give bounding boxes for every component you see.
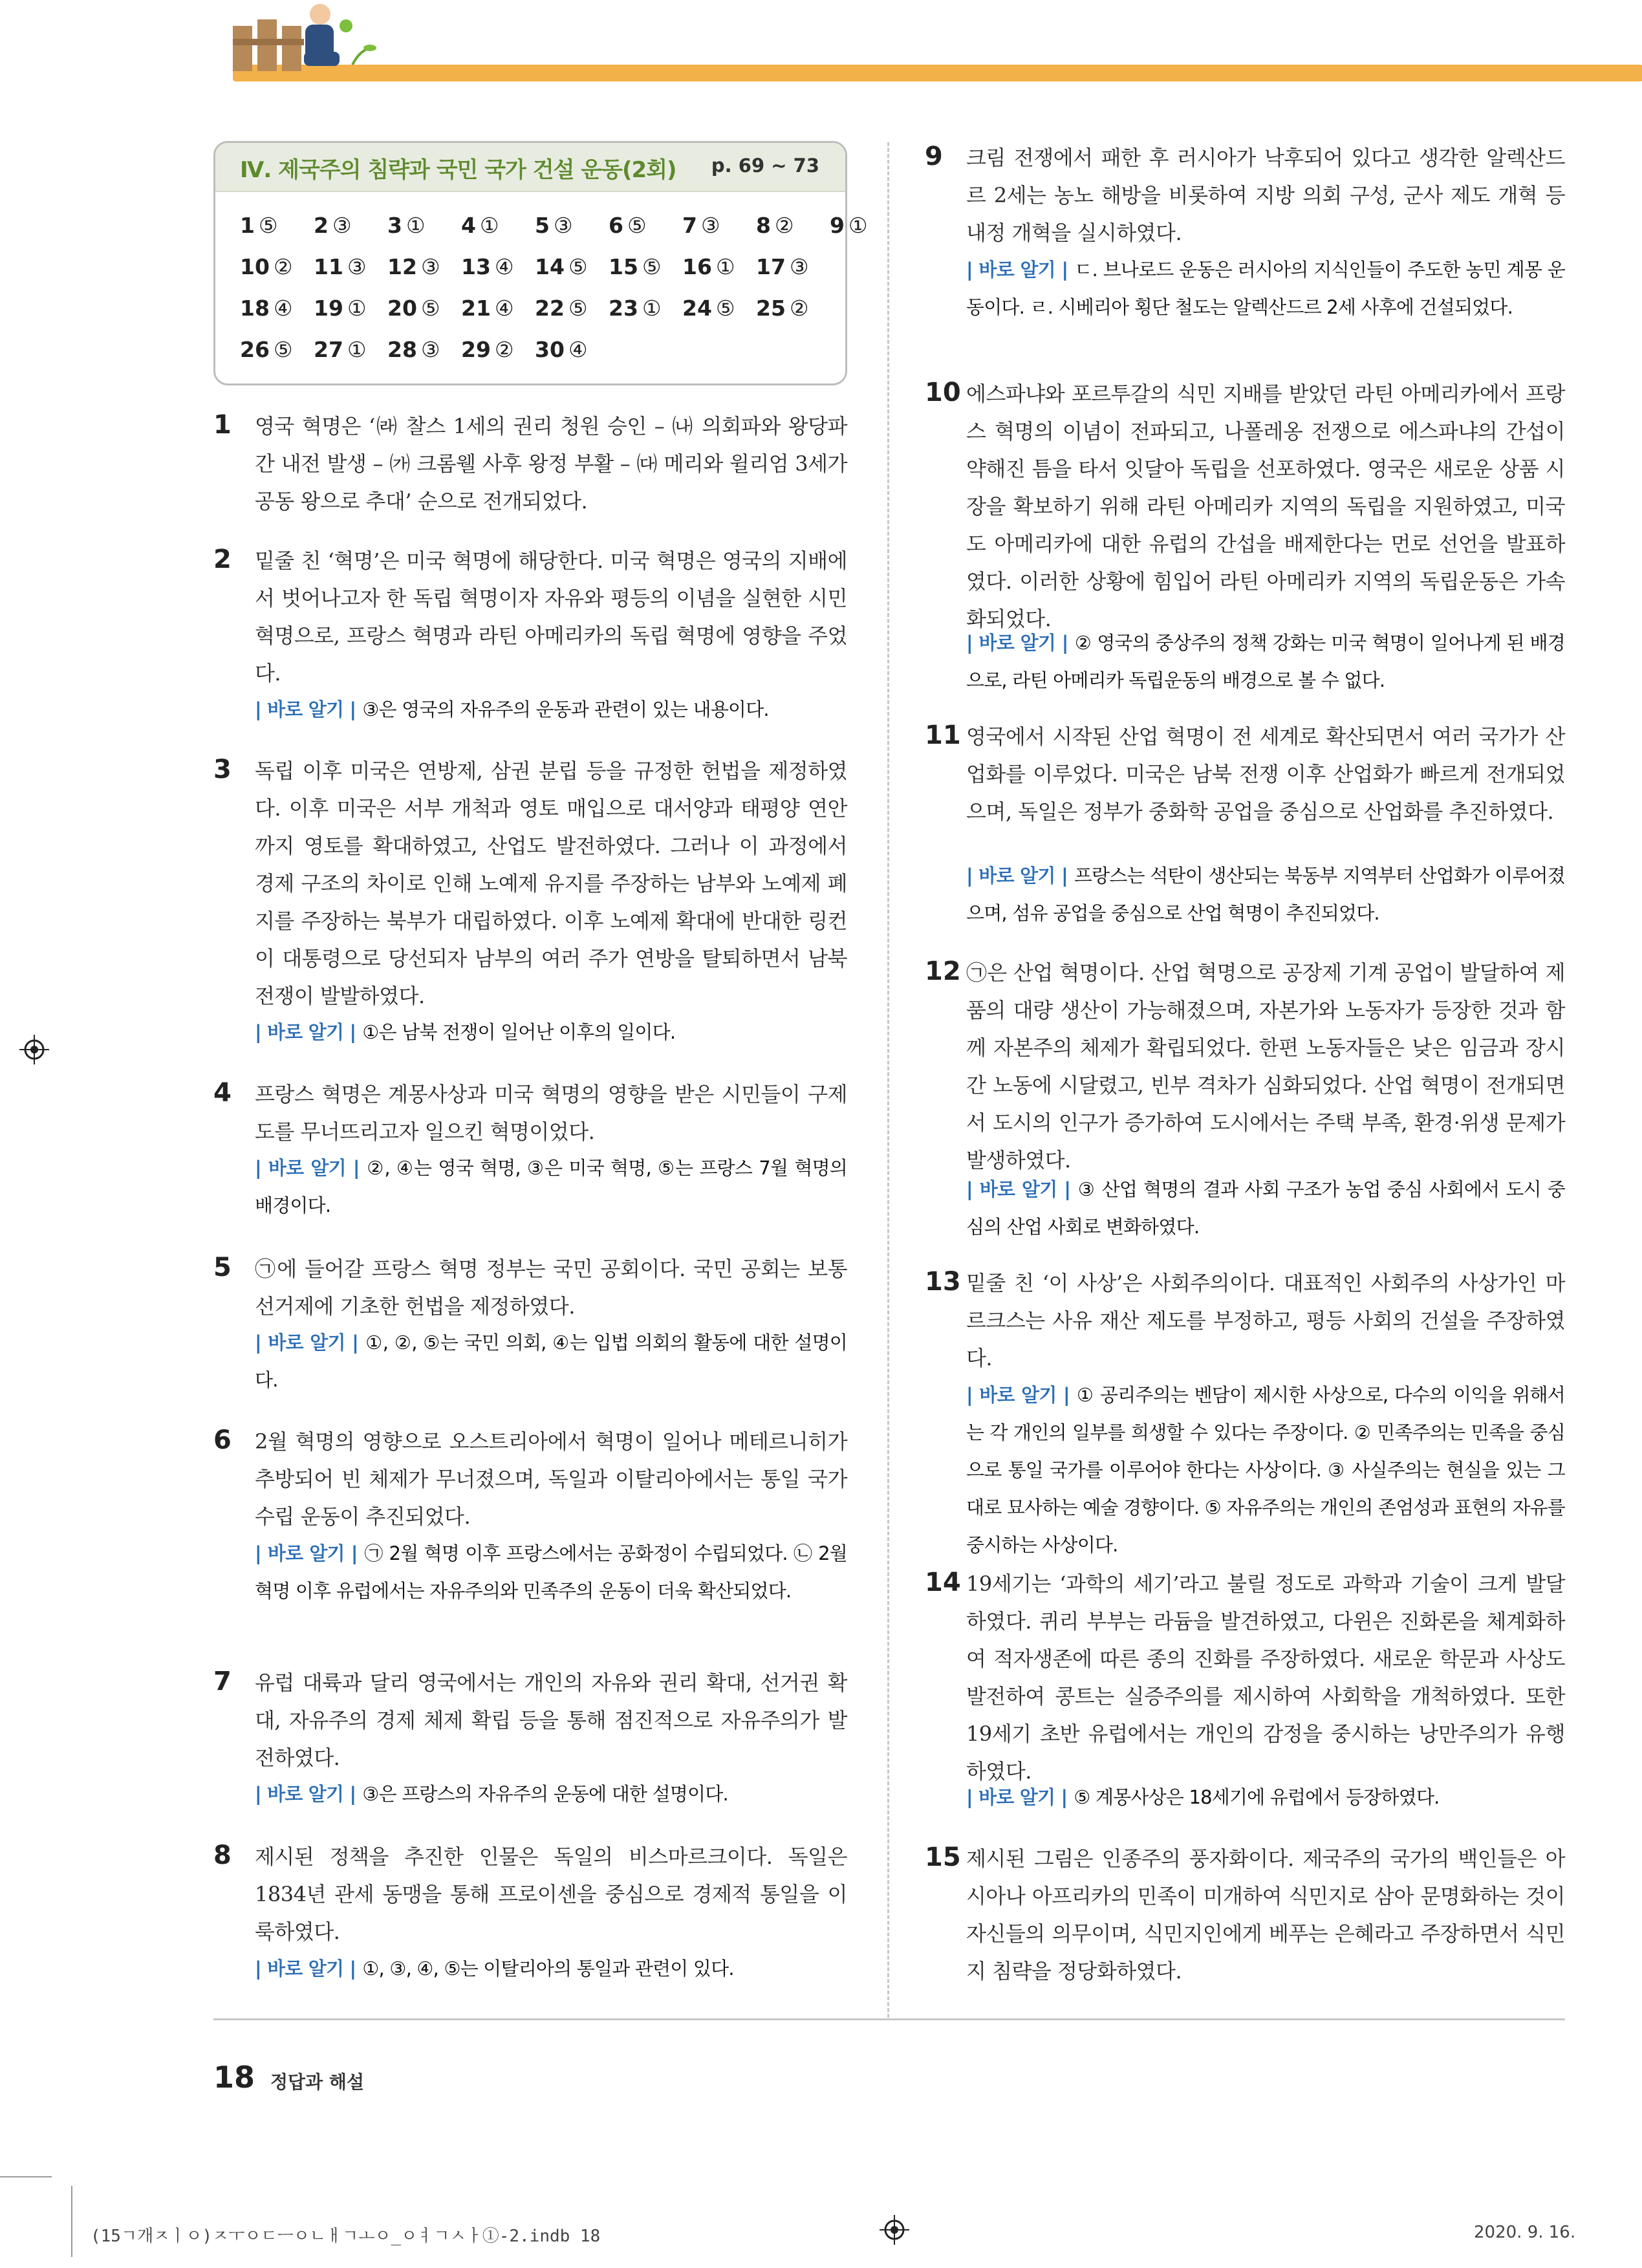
answer-choice: ③ [420, 254, 440, 279]
question-text: 밑줄 친 ‘이 사상’은 사회주의이다. 대표적인 사회주의 사상가인 마르크스는 사유 재산 제도를 부정하고, 평등 사회의 건설을 주장하였다. [966, 1271, 1565, 1370]
answer-choice: ③ [347, 254, 367, 279]
answer-choice: ① [347, 337, 367, 362]
answer-item [314, 296, 367, 321]
answer-item [387, 213, 426, 238]
answer-item [609, 254, 662, 279]
sprout-icon [352, 45, 376, 65]
tip-label: | 바로 알기 | [966, 632, 1068, 654]
page-number: 18 [213, 2060, 255, 2095]
question-number: 8 [213, 1841, 232, 1870]
answer-choice: ① [479, 213, 499, 238]
tip-text: ①은 남북 전쟁이 일어난 이후의 일이다. [362, 1021, 676, 1043]
question-number: 11 [925, 720, 961, 750]
answer-tip [255, 1013, 847, 1051]
question-text: 영국 혁명은 ‘㈑ 찰스 1세의 권리 청원 승인 – ㈏ 의회파와 왕당파 간 내전 발생 – ㈎ 크롬웰 사후 왕정 부활 – ㈐ 메리와 윌리엄 3세가 공동 왕으로 추대’ 순으로 전개되었다. [255, 414, 847, 513]
answer-number: 19 [314, 296, 343, 321]
answer-choice: ④ [568, 337, 588, 362]
answer-number: 2 [314, 213, 329, 238]
registration-mark-icon [19, 1035, 49, 1064]
answer-choice: ⑤ [642, 254, 662, 279]
tip-label: | 바로 알기 | [966, 865, 1068, 887]
tip-text: ⑤ 계몽사상은 18세기에 유럽에서 등장하였다. [1074, 1786, 1440, 1808]
answer-number: 22 [535, 296, 565, 321]
answer-choice: ① [715, 254, 735, 279]
answer-item [314, 337, 367, 362]
tip-label: | 바로 알기 | [255, 1332, 359, 1354]
answer-choice: ② [273, 254, 293, 279]
answer-choice: ⑤ [715, 296, 735, 321]
answer-choice: ① [642, 296, 662, 321]
question-number: 7 [213, 1667, 232, 1696]
answer-key-title: Ⅳ. 제국주의 침략과 국민 국가 건설 운동(2회) [240, 157, 676, 183]
answer-choice: ② [774, 213, 794, 238]
answer-item [682, 296, 735, 321]
answer-number: 27 [314, 337, 343, 362]
question-number: 12 [925, 956, 961, 986]
answer-item [609, 296, 662, 321]
question-text: 밑줄 친 ‘혁명’은 미국 혁명에 해당한다. 미국 혁명은 영국의 지배에서 벗어나고자 한 독립 혁명이자 자유와 평등의 이념을 실현한 시민 혁명으로, 프랑스 혁명과 라틴 아메리카의 독립 혁명에 영향을 주었다. [255, 548, 847, 686]
answer-number: 5 [535, 213, 550, 238]
answer-item [756, 254, 809, 279]
answer-tip [255, 1775, 847, 1813]
tip-text: ①, ③, ④, ⑤는 이탈리아의 통일과 관련이 있다. [362, 1958, 734, 1980]
answer-choice: ⑤ [273, 337, 293, 362]
answer-number: 26 [240, 337, 270, 362]
tip-label: | 바로 알기 | [255, 1021, 356, 1043]
answer-item [387, 296, 440, 321]
answer-item [682, 254, 735, 279]
answer-choice: ③ [420, 337, 440, 362]
answer-number: 16 [682, 254, 712, 279]
answer-number: 7 [682, 213, 697, 238]
question-number: 2 [213, 545, 232, 574]
tip-text: ㄷ. 브나로드 운동은 러시아의 지식인들이 주도한 농민 계몽 운동이다. ㄹ. 시베리아 횡단 철도는 알렉산드르 2세 사후에 건설되었다. [966, 259, 1565, 318]
answer-item [387, 337, 440, 362]
answer-key-box [213, 141, 868, 385]
question-text: 유럽 대륙과 달리 영국에서는 개인의 자유와 권리 확대, 선거권 확대, 자유주의 경제 체제 확립 등을 통해 점진적으로 자유주의가 발전하였다. [255, 1670, 847, 1770]
answer-item [461, 213, 499, 238]
answer-item [240, 337, 293, 362]
tip-label: | 바로 알기 | [255, 1783, 356, 1805]
tip-text: ③은 프랑스의 자유주의 운동에 대한 설명이다. [362, 1783, 728, 1805]
header-bar [233, 65, 1642, 81]
answer-item [240, 213, 278, 238]
answer-tip [966, 857, 1565, 932]
registration-mark-icon [880, 2215, 909, 2245]
answer-number: 28 [387, 337, 417, 362]
answer-number: 18 [240, 296, 270, 321]
question-text: 프랑스 혁명은 계몽사상과 미국 혁명의 영향을 받은 시민들이 구제도를 무너뜨리고자 일으킨 혁명이었다. [255, 1082, 847, 1144]
answer-choice: ② [494, 337, 514, 362]
answer-tip [255, 1950, 847, 1987]
answer-number: 12 [387, 254, 417, 279]
question-text: ㉠에 들어갈 프랑스 혁명 정부는 국민 공회이다. 국민 공회는 보통 선거제에 기초한 헌법을 제정하였다. [255, 1257, 847, 1319]
answer-tip [966, 624, 1565, 699]
answer-item [682, 213, 720, 238]
tip-label: | 바로 알기 | [966, 259, 1068, 281]
answer-number: 8 [756, 213, 771, 238]
answer-number: 14 [535, 254, 565, 279]
print-date: 2020. 9. 16. [1474, 2223, 1576, 2242]
answer-number: 11 [314, 254, 343, 279]
tip-text: 프랑스는 석탄이 생산되는 북동부 지역부터 산업화가 이루어졌으며, 섬유 공업을 중심으로 산업 혁명이 추진되었다. [966, 865, 1565, 924]
question-text: 19세기는 ‘과학의 세기’라고 불릴 정도로 과학과 기술이 크게 발달하였다. 퀴리 부부는 라듐을 발견하였고, 다윈은 진화론을 체계화하여 적자생존에 따른 종의 진화를 주장하였다. 새로운 학문과 사상도 발전하여 콩트는 실증주의를 제시하여 사회학을 개척하였다. 또한 19세기 초반 유럽에서는 개인의 감정을 중시하는 낭만주의가 유행하였다. [966, 1571, 1565, 1784]
answer-tip [255, 691, 847, 728]
answer-choice: ③ [553, 213, 573, 238]
question-number: 5 [213, 1253, 232, 1282]
answer-item [314, 254, 367, 279]
answer-item [756, 213, 794, 238]
answer-item [535, 254, 588, 279]
answer-number: 23 [609, 296, 638, 321]
answer-number: 29 [461, 337, 491, 362]
question-number: 15 [925, 1842, 961, 1872]
answer-choice: ⑤ [258, 213, 278, 238]
question-number: 10 [925, 378, 961, 407]
fence-icon [233, 19, 304, 71]
answer-key-header [215, 143, 845, 192]
tip-label: | 바로 알기 | [255, 1542, 358, 1564]
answer-tip [255, 1535, 847, 1610]
answer-item [461, 337, 514, 362]
answer-choice: ② [789, 296, 809, 321]
answer-choice: ⑤ [568, 296, 588, 321]
column-divider [887, 142, 889, 2018]
answer-number: 4 [461, 213, 476, 238]
answer-choice: ① [405, 213, 426, 238]
answer-item [314, 213, 352, 238]
answer-number: 9 [830, 213, 845, 238]
answer-choice: ① [347, 296, 367, 321]
question-text: 2월 혁명의 영향으로 오스트리아에서 혁명이 일어나 메테르니히가 추방되어 빈 체제가 무너졌으며, 독일과 이탈리아에서는 통일 국가 수립 운동이 추진되었다. [255, 1429, 847, 1529]
crop-mark [71, 2186, 72, 2257]
header-illustration [233, 0, 1642, 97]
tip-text: ② 영국의 중상주의 정책 강화는 미국 혁명이 일어나게 된 배경으로, 라틴 아메리카 독립운동의 배경으로 볼 수 없다. [966, 632, 1565, 691]
answer-choice: ⑤ [420, 296, 440, 321]
question-text: 제시된 그림은 인종주의 풍자화이다. 제국주의 국가의 백인들은 아시아나 아프리카의 민족이 미개하여 식민지로 삼아 문명화하는 것이 자신들의 의무이며, 식민지인에게 베푸는 은혜라고 주장하면서 식민지 침략을 정당화하였다. [966, 1846, 1565, 1983]
gardener-figure-icon [304, 4, 352, 66]
answer-number: 13 [461, 254, 491, 279]
answer-number: 10 [240, 254, 270, 279]
answer-tip [966, 1376, 1565, 1564]
question-text: 크림 전쟁에서 패한 후 러시아가 낙후되어 있다고 생각한 알렉산드르 2세는 농노 해방을 비롯하여 지방 의회 구성, 군사 제도 개혁 등 내정 개혁을 실시하였다. [966, 146, 1565, 245]
tip-label: | 바로 알기 | [255, 1157, 360, 1179]
answer-item [387, 254, 440, 279]
footer-divider [213, 2018, 1565, 2020]
question-number: 9 [925, 142, 943, 171]
answer-number: 30 [535, 337, 565, 362]
question-number: 1 [213, 410, 232, 440]
page-label: 정답과 해설 [270, 2071, 364, 2093]
question-text: 제시된 정책을 추진한 인물은 독일의 비스마르크이다. 독일은 1834년 관세 동맹을 통해 프로이센을 중심으로 경제적 통일을 이룩하였다. [255, 1844, 847, 1944]
answer-number: 17 [756, 254, 786, 279]
answer-choice: ⑤ [627, 213, 647, 238]
answer-choice: ③ [789, 254, 809, 279]
question-number: 14 [925, 1568, 961, 1597]
answer-item [240, 296, 293, 321]
answer-number: 24 [682, 296, 712, 321]
crop-mark [0, 2176, 52, 2177]
tip-text: ㉠ 2월 혁명 이후 프랑스에서는 공화정이 수립되었다. ㉡ 2월 혁명 이후 유럽에서는 자유주의와 민족주의 운동이 더욱 확산되었다. [255, 1542, 847, 1602]
answer-key-pages: p. 69 ~ 73 [711, 155, 819, 177]
question-text: 에스파냐와 포르투갈의 식민 지배를 받았던 라틴 아메리카에서 프랑스 혁명의 이념이 전파되고, 나폴레옹 전쟁으로 에스파냐의 간섭이 약해진 틈을 타서 잇달아 독립을 선포하였다. 영국은 새로운 상품 시장을 확보하기 위해 라틴 아메리카 지역의 독립을 지원하였고, 미국도 아메리카에 대한 유럽의 간섭을 배제한다는 먼로 선언을 발표하였다. 이러한 상황에 힘입어 라틴 아메리카 지역의 독립운동은 가속화되었다. [966, 382, 1565, 631]
answer-item [535, 213, 573, 238]
question-text: 영국에서 시작된 산업 혁명이 전 세계로 확산되면서 여러 국가가 산업화를 이루었다. 미국은 남북 전쟁 이후 산업화가 빠르게 전개되었으며, 독일은 정부가 중화학 공업을 중심으로 산업화를 추진하였다. [966, 724, 1565, 824]
answer-choice: ④ [494, 254, 514, 279]
answer-tip [966, 1171, 1565, 1246]
question-text: 독립 이후 미국은 연방제, 삼권 분립 등을 규정한 헌법을 제정하였다. 이후 미국은 서부 개척과 영토 매입으로 대서양과 태평양 연안까지 영토를 확대하였고, 산업도 발전하였다. 그러나 이 과정에서 경제 구조의 차이로 인해 노예제 유지를 주장하는 남부와 노예제 폐지를 주장하는 북부가 대립하였다. 이후 노예제 확대에 반대한 링컨이 대통령으로 당선되자 남부의 여러 주가 연방을 탈퇴하면서 남북 전쟁이 발발하였다. [255, 759, 847, 1008]
tip-label: | 바로 알기 | [255, 698, 356, 720]
tip-label: | 바로 알기 | [966, 1786, 1068, 1808]
answer-number: 6 [609, 213, 623, 238]
tip-text: ①, ②, ⑤는 국민 의회, ④는 입법 의회의 활동에 대한 설명이다. [255, 1332, 847, 1391]
question-text: ㉠은 산업 혁명이다. 산업 혁명으로 공장제 기계 공업이 발달하여 제품의 대량 생산이 가능해졌으며, 자본가와 노동자가 등장한 것과 함께 자본주의 체제가 확립되었다. 한편 노동자들은 낮은 임금과 장시간 노동에 시달렸고, 빈부 격차가 심화되었다. 산업 혁명이 전개되면서 도시의 인구가 증가하여 도시에서는 주택 부족, 환경·위생 문제가 발생하였다. [966, 960, 1565, 1172]
answer-item [535, 296, 588, 321]
answer-item [461, 296, 514, 321]
answer-item [609, 213, 647, 238]
answer-number: 15 [609, 254, 638, 279]
tip-label: | 바로 알기 | [966, 1178, 1071, 1200]
answer-item [830, 213, 868, 238]
question-number: 13 [925, 1267, 961, 1297]
tip-text: ③은 영국의 자유주의 운동과 관련이 있는 내용이다. [362, 698, 769, 720]
question-number: 3 [213, 755, 232, 784]
tip-label: | 바로 알기 | [255, 1958, 356, 1980]
answer-number: 25 [756, 296, 786, 321]
answer-number: 1 [240, 213, 255, 238]
answer-item [461, 254, 514, 279]
tip-text: ① 공리주의는 벤담이 제시한 사상으로, 다수의 이익을 위해서는 각 개인의 일부를 희생할 수 있다는 주장이다. ② 민족주의는 민족을 중심으로 통일 국가를 이루어야 한다는 사상이다. ③ 사실주의는 현실을 있는 그대로 묘사하는 예술 경향이다. ⑤ 자유주의는 개인의 존엄성과 표현의 자유를 중시하는 사상이다. [966, 1384, 1565, 1556]
answer-number: 20 [387, 296, 417, 321]
answer-choice: ③ [332, 213, 352, 238]
answer-choice: ④ [494, 296, 514, 321]
answer-choice: ⑤ [568, 254, 588, 279]
answer-choice: ① [848, 213, 868, 238]
answer-tip [255, 1149, 847, 1224]
answer-choice: ③ [700, 213, 720, 238]
answer-number: 3 [387, 213, 402, 238]
answer-tip [255, 1324, 847, 1399]
tip-text: ②, ④는 영국 혁명, ③은 미국 혁명, ⑤는 프랑스 7월 혁명의 배경이다. [255, 1157, 847, 1216]
answer-choice: ④ [273, 296, 293, 321]
answer-tip [966, 251, 1565, 326]
tip-text: ③ 산업 혁명의 결과 사회 구조가 농업 중심 사회에서 도시 중심의 산업 사회로 변화하였다. [966, 1178, 1565, 1238]
answer-item [756, 296, 809, 321]
tip-label: | 바로 알기 | [966, 1384, 1070, 1406]
answer-item [535, 337, 588, 362]
answer-number: 21 [461, 296, 491, 321]
answer-tip [966, 1778, 1565, 1816]
answer-item [240, 254, 293, 279]
print-file-name: (15ㄱ개ㅈㅣㅇ)ㅈㅜㅇㄷㅡㅇㄴㅐㄱㅗㅇ_ㅇㅕㄱㅅㅏ①-2.indb 18 [91, 2227, 601, 2246]
question-number: 6 [213, 1425, 232, 1455]
question-number: 4 [213, 1078, 232, 1108]
